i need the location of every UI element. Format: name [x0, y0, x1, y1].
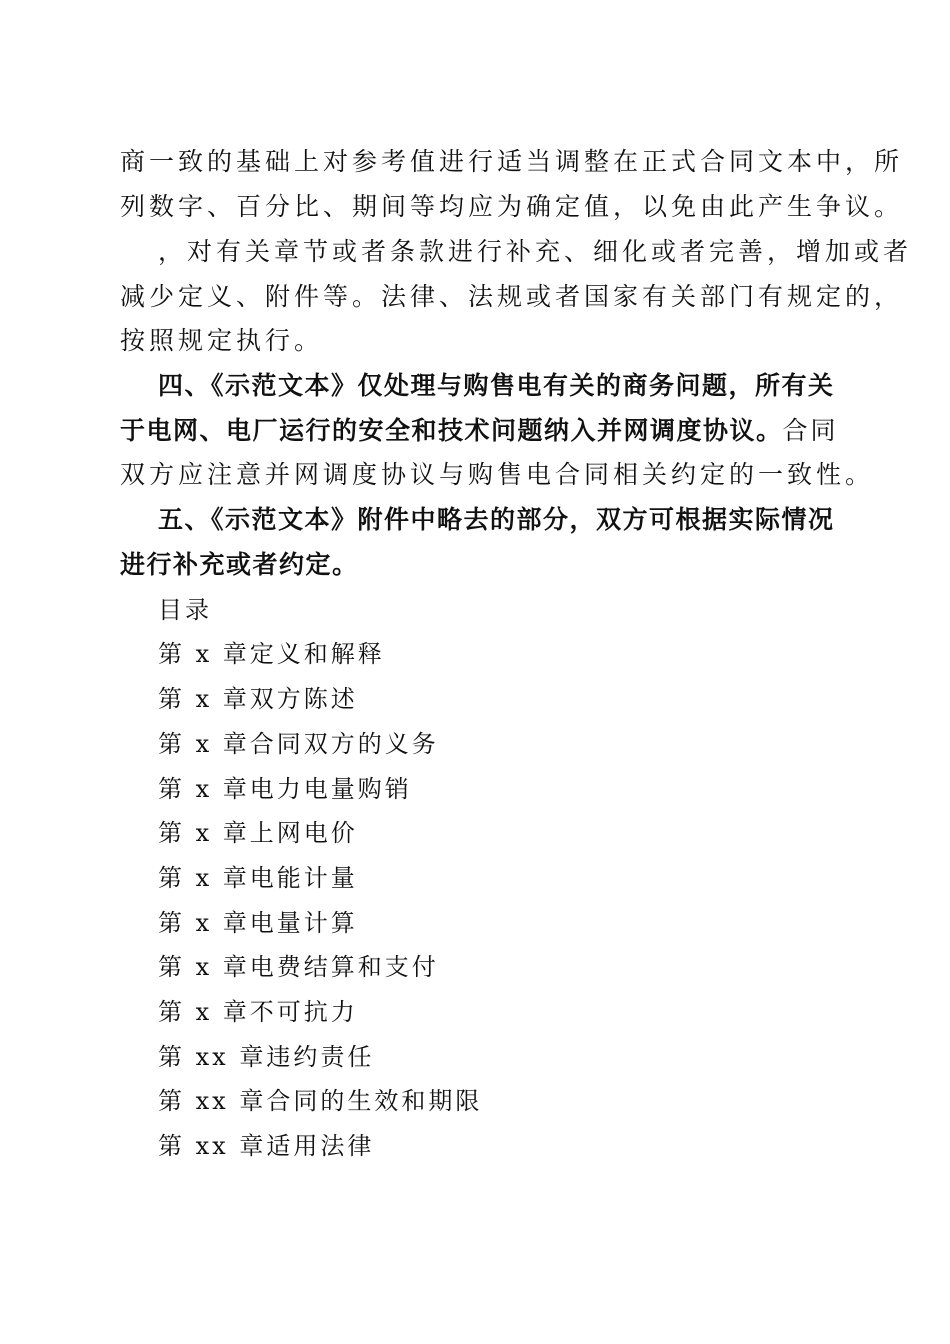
paragraph-4-line-1: 五、《示范文本》附件中略去的部分，双方可根据实际情况 — [158, 505, 835, 534]
paragraph-3-line-1: 四、《示范文本》仅处理与购售电有关的商务问题，所有关 — [158, 371, 835, 400]
paragraph-3-line-2 — [120, 414, 839, 448]
toc-item: 第 x 章定义和解释 — [158, 640, 385, 668]
paragraph-3-plain-text: 合同 — [782, 416, 839, 445]
toc-item: 第 x 章上网电价 — [158, 819, 358, 847]
toc-item: 第 x 章电费结算和支付 — [158, 953, 439, 981]
paragraph-2-line-3: 按照规定执行。 — [120, 326, 324, 355]
toc-item: 第 xx 章合同的生效和期限 — [158, 1087, 483, 1115]
paragraph-1-line-1: 商一致的基础上对参考值进行适当调整在正式合同文本中，所 — [120, 147, 904, 176]
paragraph-4-line-2: 进行补充或者约定。 — [120, 550, 359, 579]
toc-item: 第 x 章不可抗力 — [158, 998, 358, 1026]
paragraph-2-line-2: 减少定义、附件等。法律、法规或者国家有关部门有规定的， — [120, 282, 904, 311]
toc-item: 第 x 章合同双方的义务 — [158, 730, 439, 758]
paragraph-2-line-1: ，对有关章节或者条款进行补充、细化或者完善，增加或者 — [158, 237, 913, 266]
toc-item: 第 x 章电力电量购销 — [158, 775, 412, 803]
paragraph-3-bold-text: 于电网、电厂运行的安全和技术问题纳入并网调度协议。 — [120, 416, 783, 445]
paragraph-1-line-2: 列数字、百分比、期间等均应为确定值，以免由此产生争议。 — [120, 192, 904, 221]
paragraph-3-line-3: 双方应注意并网调度协议与购售电合同相关约定的一致性。 — [120, 460, 875, 489]
toc-item: 第 x 章电量计算 — [158, 909, 358, 937]
toc-title: 目录 — [158, 596, 212, 624]
toc-item: 第 x 章电能计量 — [158, 864, 358, 892]
toc-item: 第 x 章双方陈述 — [158, 685, 358, 713]
toc-item: 第 xx 章适用法律 — [158, 1132, 375, 1160]
toc-item: 第 xx 章违约责任 — [158, 1043, 375, 1071]
